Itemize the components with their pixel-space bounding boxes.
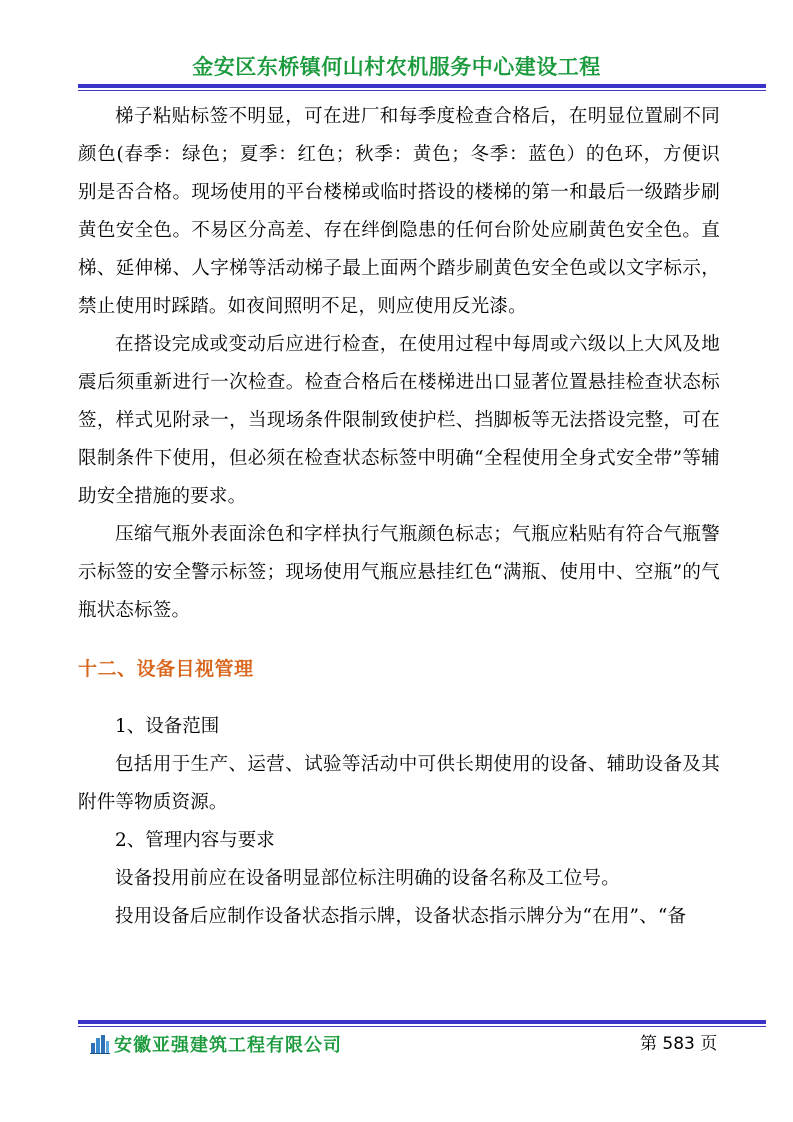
subheading-management-requirements: 2、管理内容与要求 — [115, 830, 275, 851]
paragraph-inspection: 在搭设完成或变动后应进行检查，在使用过程中每周或六级以上大风及地震后须重新进行一次检查。检查合格后在楼梯进出口显著位置悬挂检查状态标签，样式见附录一，当现场条件限制致使护栏、挡脚板等无法搭设完整，可在限制条件下使用，但必须在检查状态标签中明确“全程使用全身式安全带”等辅助安全措施的要求。 — [78, 334, 720, 507]
page-number: 第 583 页 — [640, 1034, 718, 1054]
paragraph-status-sign: 投用设备后应制作设备状态指示牌，设备状态指示牌分为“在用”、“备 — [115, 906, 687, 927]
paragraph-ladder-labels: 梯子粘贴标签不明显，可在进厂和每季度检查合格后，在明显位置刷不同颜色(春季：绿色；夏季：红色；秋季：黄色；冬季：蓝色）的色环，方便识别是否合格。现场使用的平台楼梯或临时搭设的楼梯的第一和最后一级踏步刷黄色安全色。不易区分高差、存在绊倒隐患的任何台阶处应刷黄色安全色。直梯、延伸梯、人字梯等活动梯子最上面两个踏步刷黄色安全色或以文字标示，禁止使用时踩踏。如夜间照明不足，则应使用反光漆。 — [78, 106, 720, 317]
paragraph-gas-cylinders: 压缩气瓶外表面涂色和字样执行气瓶颜色标志；气瓶应粘贴有符合气瓶警示标签的安全警示标签；现场使用气瓶应悬挂红色“满瓶、使用中、空瓶”的气瓶状态标签。 — [78, 524, 720, 621]
building-logo-icon — [90, 1034, 110, 1054]
document-body — [78, 98, 720, 936]
paragraph-equipment-marking: 设备投用前应在设备明显部位标注明确的设备名称及工位号。 — [115, 868, 620, 889]
subheading-equipment-scope: 1、设备范围 — [115, 716, 220, 737]
footer-company — [90, 1031, 342, 1057]
section-heading: 十二、设备目视管理 — [78, 658, 254, 680]
company-name: 安徽亚强建筑工程有限公司 — [114, 1035, 342, 1056]
paragraph-equipment-scope: 包括用于生产、运营、试验等活动中可供长期使用的设备、辅助设备及其附件等物质资源。 — [78, 754, 720, 813]
header-divider — [78, 84, 766, 91]
footer-divider — [78, 1020, 766, 1027]
page-header-title: 金安区东桥镇何山村农机服务中心建设工程 — [192, 55, 601, 79]
